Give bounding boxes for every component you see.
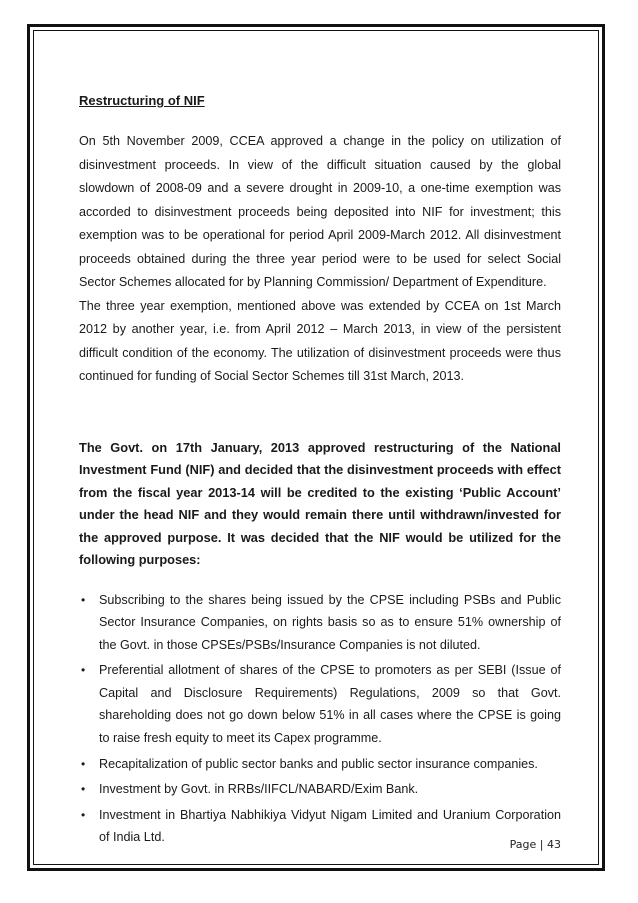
paragraph-2: The three year exemption, mentioned above was extended by CCEA on 1st March 2012 by another year, i.e. from April 2012 – March 2013, in view of the persistent difficult condition of the economy. The utilization of disinvestment proceeds were thus continued for funding of Social Sector Schemes till 31st March, 2013. [79,298,561,383]
list-item [79,804,561,849]
list-item [79,589,561,657]
list-item [79,778,561,801]
paragraph-3: The Govt. on 17th January, 2013 approved restructuring of the National Investment Fund (NIF) and decided that the disinvestment proceeds with effect from the fiscal year 2013-14 will be credited to the existing ‘Public Account’ under the head NIF and they would remain there until withdrawn/invested for the approved purpose. It was decided that the NIF would be utilized for the following purposes: [79,439,561,567]
list-item [79,659,561,749]
list-item-text: Subscribing to the shares being issued by the CPSE including PSBs and Public Sector Insurance Companies, on rights basis so as to ensure 51% ownership of the Govt. in those CPSEs/PSBs/Insurance Companies is not diluted. [99,592,561,652]
list-item-text: Preferential allotment of shares of the CPSE to promoters as per SEBI (Issue of Capital and Disclosure Requirements) Regulations, 2009 so that Govt. shareholding does not go down below 51% in all cases where the CPSE is going to raise fresh equity to meet its Capex programme. [99,663,561,746]
list-item-text: Recapitalization of public sector banks and public sector insurance companies. [99,756,538,771]
bullet-icon: • [81,782,86,797]
bullet-icon: • [81,807,86,822]
paragraph-1: On 5th November 2009, CCEA approved a change in the policy on utilization of disinvestment proceeds. In view of the difficult situation caused by the global slowdown of 2008-09 and a severe drought in 2009-10, a one-time exemption was accorded to disinvestment proceeds being deposited into NIF for investment; this exemption was to be operational for period April 2009-March 2012. All disinvestment proceeds obtained during the three year period were to be used for select Social Sector Schemes allocated for by Planning Commission/ Department of Expenditure. [79,134,561,289]
list-item-text: Investment in Bhartiya Nabhikiya Vidyut Nigam Limited and Uranium Corporation of India Ltd. [99,807,561,845]
bullet-icon: • [81,663,86,678]
section-heading: Restructuring of NIF [79,93,205,108]
spacer [79,389,561,437]
list-item [79,753,561,776]
spacer [79,572,561,589]
purpose-list [79,589,561,850]
page-number: Page | 43 [509,838,561,851]
list-item-text: Investment by Govt. in RRBs/IIFCL/NABARD/Exim Bank. [99,782,419,797]
bullet-icon: • [81,592,86,607]
bullet-icon: • [81,756,86,771]
document-body [79,92,561,852]
